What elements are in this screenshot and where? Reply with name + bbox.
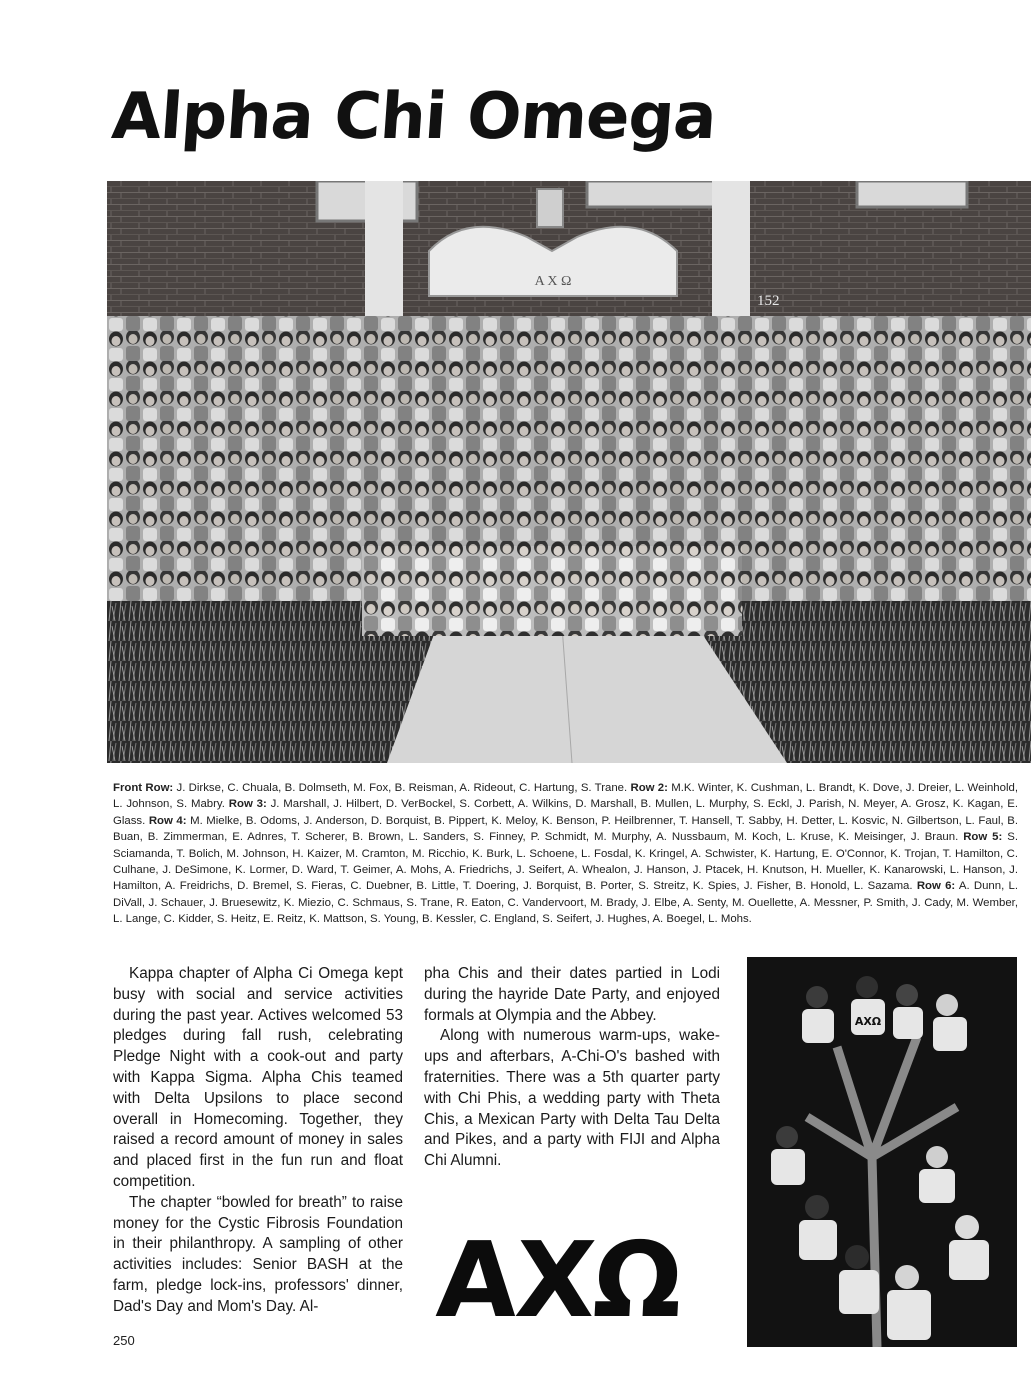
- greek-letters-logo: ΑΧΩ: [433, 1219, 684, 1341]
- house-number: 152: [757, 293, 780, 309]
- article-column-2: [424, 964, 720, 1172]
- photo-caption: [113, 780, 1018, 928]
- caption-row-label: Row 6:: [916, 880, 956, 893]
- caption-row-label: Front Row:: [113, 782, 174, 794]
- group-photo: [107, 181, 1031, 763]
- caption-row-names: S. Sciamanda, T. Bolich, M. Johnson, H. Kaizer, M. Cramton, M. Ricchio, K. Burk, L. Schoene, L. Fosdal, K. Kringel, A. Schwister, K. Hartung, E. O'Connor, K. Trojan, T. Hamilton, C. Culhane, J. DeSimone, K. Lormer, D. Ward, T. Geimer, A. Mohs, A. Friedrichs, J. Seifert, A. Whealon, J. Hanson, J. Ptacek, H. Knutson, H. Mueller, K. Kanarowski, L. Hanson, J. Hamilton, A. Freidrichs, D. Bremel, S. Fieras, C. Duebner, B. Little, T. Doering, J. Borquist, B. Porter, S. Streitz, K. Spies, J. Fisher, B. Honold, L. Sazama.: [113, 831, 1018, 893]
- caption-row-names: J. Marshall, J. Hilbert, D. VerBockel, S. Corbett, A. Wilkins, D. Marshall, B. Mullen, L. Murphy, S. Eckl, J. Parish, N. Meyer, A. Grosz, K. Kagan, E. Glass.: [113, 798, 1019, 827]
- caption-row-label: Row 2:: [630, 782, 668, 794]
- caption-row-label: Row 3:: [228, 798, 267, 811]
- pediment-letters: Α Χ Ω: [534, 274, 572, 289]
- caption-row-names: M.K. Winter, K. Cushman, L. Brandt, K. Dove, J. Dreier, L. Weinhold, L. Johnson, S. Mabry.: [113, 782, 1019, 811]
- article-paragraph: pha Chis and their dates partied in Lodi during the hayride Date Party, and enjoyed formals at Olympia and the Abbey.: [424, 965, 720, 1024]
- article-paragraph: Kappa chapter of Alpha Ci Omega kept busy with social and service activities during the past year. Actives welcomed 53 pledges during fall rush, celebrating Pledge Night with a cook-out and party with Kappa Sigma. Alpha Chis teamed with Delta Upsilons to place second overall in Homecoming. Together, they raised a record amount of money in sales and placed first in the fun run and float competition.: [113, 965, 403, 1190]
- caption-row-names: M. Mielke, B. Odoms, J. Anderson, D. Borquist, B. Pippert, K. Meloy, K. Benson, P. Heilbrenner, T. Hansell, T. Sabby, H. Detter, L. Kosvic, N. Gilbertson, L. Faul, B. Buan, B. Zimmerman, E. Adnres, T. Scherer, B. Brown, L. Sanders, S. Finney, P. Schmidt, M. Murphy, A. Nussbaum, M. Koch, L. Kruse, K. Meisinger, J. Braun.: [113, 814, 1019, 844]
- caption-row-label: Row 4:: [148, 814, 187, 827]
- page-title: Alpha Chi Omega: [109, 80, 719, 154]
- page-number: 250: [113, 1333, 135, 1348]
- article-paragraph: Along with numerous warm-ups, wake-ups and afterbars, A-Chi-O's bashed with fraternities. There was a 5th quarter party with Chi Phis, a wedding party with Theta Chis, a Mexican Party with Delta Tau Delta and Pikes, and a party with FIJI and Alpha Chi Alumni.: [424, 1027, 720, 1170]
- caption-row-names: A. Dunn, L. DiVall, J. Schauer, J. Bruesewitz, K. Miezio, C. Schmaus, S. Trane, R. Eaton, C. Vandervoort, M. Brady, J. Elbe, A. Senty, M. Ouellette, A. Messner, P. Smith, J. Cady, M. Wember, L. Lange, C. Kidder, S. Heitz, E. Reitz, K. Mattson, S. Young, B. Kessler, C. England, S. Seifert, J. Hughes, A. Boegel, L. Mohs.: [113, 880, 1018, 926]
- tree-photo: [747, 957, 1017, 1347]
- group-photo-image: [107, 181, 1031, 763]
- caption-row-names: J. Dirkse, C. Chuala, B. Dolmseth, M. Fox, B. Reisman, A. Rideout, C. Hartung, S. Trane.: [173, 782, 631, 794]
- shirt-letters: ΑΧΩ: [854, 1015, 882, 1028]
- tree-photo-image: [747, 957, 1017, 1347]
- article-column-1: [113, 964, 403, 1318]
- article-paragraph: The chapter “bowled for breath” to raise money for the Cystic Fibrosis Foundation in their philanthropy. A sampling of other activities includes: Senior BASH at the farm, pledge lock-ins, professors' dinner, Dad's Day and Mom's Day. Al-: [113, 1193, 403, 1315]
- caption-row-label: Row 5:: [963, 831, 1003, 844]
